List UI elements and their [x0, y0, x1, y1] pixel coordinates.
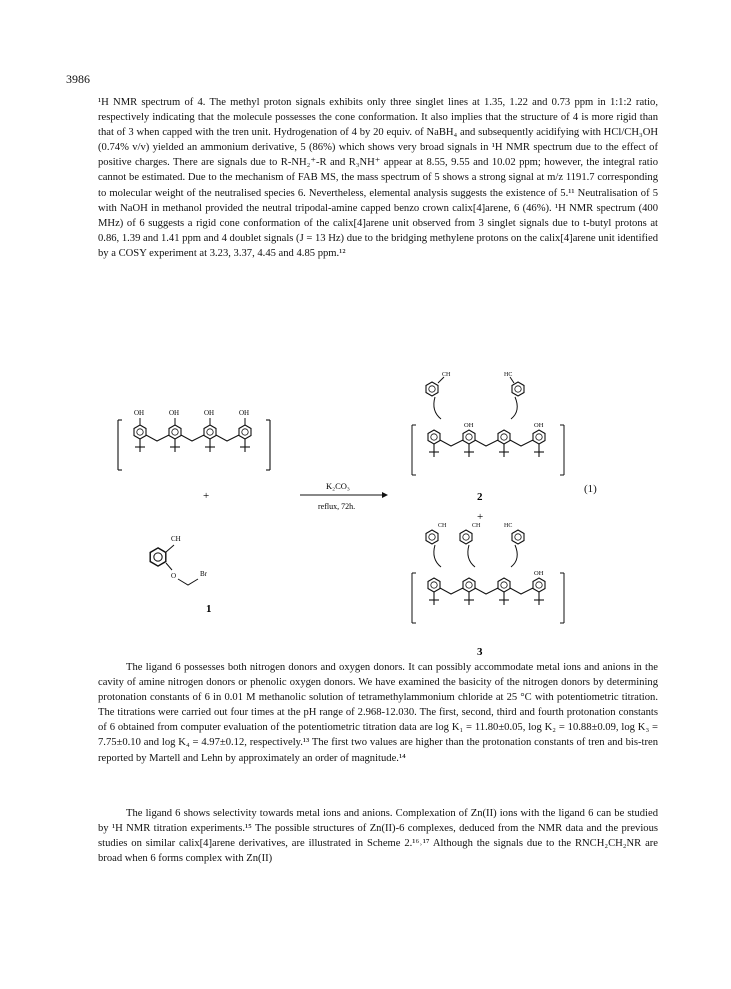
ch-label: CH	[442, 372, 451, 378]
oh-label: OH	[239, 409, 250, 417]
oh-label: OH	[204, 409, 215, 417]
oh-label: OH	[534, 570, 544, 577]
page-number: 3986	[66, 72, 90, 86]
plus-sign: +	[203, 490, 210, 502]
compound-3-structure	[412, 523, 564, 623]
paragraph-3	[98, 806, 658, 866]
ch-label: CH	[171, 535, 181, 543]
ch-label: CH	[438, 523, 447, 529]
paragraph-3-text: The ligand 6 shows selectivity towards metal ions and anions. Complexation of Zn(II) ions with the ligand 6 can be studied by ¹H NMR titration experiments.¹⁵ The possible structures of Zn(II)-6 complexes, deduced from the NMR data and the previous studies on similar calix[4]arene derivatives, are illustrated in Scheme 2.¹⁶˒¹⁷ Although the signals due to the RNCH₂CH₂NR are broad when 6 forms complex with Zn(II)	[98, 808, 658, 865]
compound-1-structure	[150, 535, 207, 585]
ch-label: CH	[472, 523, 481, 529]
reaction-scheme	[90, 372, 690, 658]
reagent-label: K₂CO₃	[326, 481, 350, 491]
conditions-label: reflux, 72h.	[318, 502, 356, 511]
oh-label: OH	[534, 422, 544, 429]
hc-label: HC	[504, 523, 513, 529]
compound-label-2: 2	[477, 491, 483, 503]
plus-sign: +	[477, 511, 484, 523]
equation-number: (1)	[584, 483, 597, 495]
compound-2-structure	[412, 372, 564, 475]
reaction-arrow	[300, 492, 388, 498]
compound-label-3: 3	[477, 646, 483, 658]
hc-label: HC	[504, 372, 513, 378]
br-label: Br	[200, 570, 207, 578]
paragraph-1-text: ¹H NMR spectrum of 4. The methyl proton signals exhibits only three singlet lines at 1.35, 1.22 and 0.73 ppm in 1:1:2 ratio, respectively indicating that the molecule possesses the cone conformation. It also implies that the structure of 4 is more rigid than that of 3 when capped with the tren unit. Hydrogenation of 4 by 20 equiv. of NaBH₄ and subsequently acidifying with HCl/CH₃OH (0.74% v/v) yielded an ammonium derivative, 5 (86%) which shows very broad signals in ¹H NMR spectrum due to the effect of positive charges. There are signals due to R-NH₂⁺-R and R₃NH⁺ appear at 8.55, 9.55 and 10.02 ppm; however, the integral ratio cannot be estimated. Due to the mechanism of FAB MS, the mass spectrum of 5 shows a strong signal at m/z 1191.7 corresponding to molecular weight of the neutralised species 6. Nevertheless, elemental analysis suggests the existence of 5.¹¹ Neutralisation of 5 with NaOH in methanol provided the neutral tripodal-amine capped benzo crown calix[4]arene, 6 (46%). ¹H NMR spectrum (400 MHz) of 6 suggests a rigid cone conformation of the calix[4]arene unit observed from 3 singlet signals due to t-butyl protons at 0.86, 1.39 and 1.41 ppm and 4 doublet signals (J = 13 Hz) due to the bridging methylene protons on the calix[4]arene unit identified by a COSY experiment at 3.23, 3.37, 4.45 and 4.85 ppm.¹²	[98, 97, 658, 259]
o-label: O	[171, 572, 177, 580]
paragraph-2-text: The ligand 6 possesses both nitrogen donors and oxygen donors. It can possibly accommodate metal ions and anions in the cavity of amine nitrogen donors or phenolic oxygen donors. We have examined the basicity of the nitrogen donors by determining protonation constants of 6 in 0.01 M methanolic solution of tetramethylammonium chloride at 25 °C with potentiometric titration. The titrations were carried out four times at the pH range of 2.968-12.030. The first, second, third and fourth protonation constants of 6 obtained from computer evaluation of the potentiometric titration data are log K₁ = 11.80±0.05, log K₂ = 10.88±0.09, log K₃ = 7.75±0.10 and log K₄ = 4.97±0.12, respectively.¹³ The first two values are higher than the protonation constants of tren and bis-tren reported by Martell and Lehn by approximately an order of magnitude.¹⁴	[98, 662, 658, 764]
oh-label: OH	[169, 409, 180, 417]
paragraph-1	[98, 95, 658, 261]
calixarene-starting-material	[118, 409, 270, 470]
oh-label: OH	[464, 422, 474, 429]
paragraph-2	[98, 660, 658, 766]
oh-label: OH	[134, 409, 145, 417]
compound-label-1: 1	[206, 603, 212, 615]
